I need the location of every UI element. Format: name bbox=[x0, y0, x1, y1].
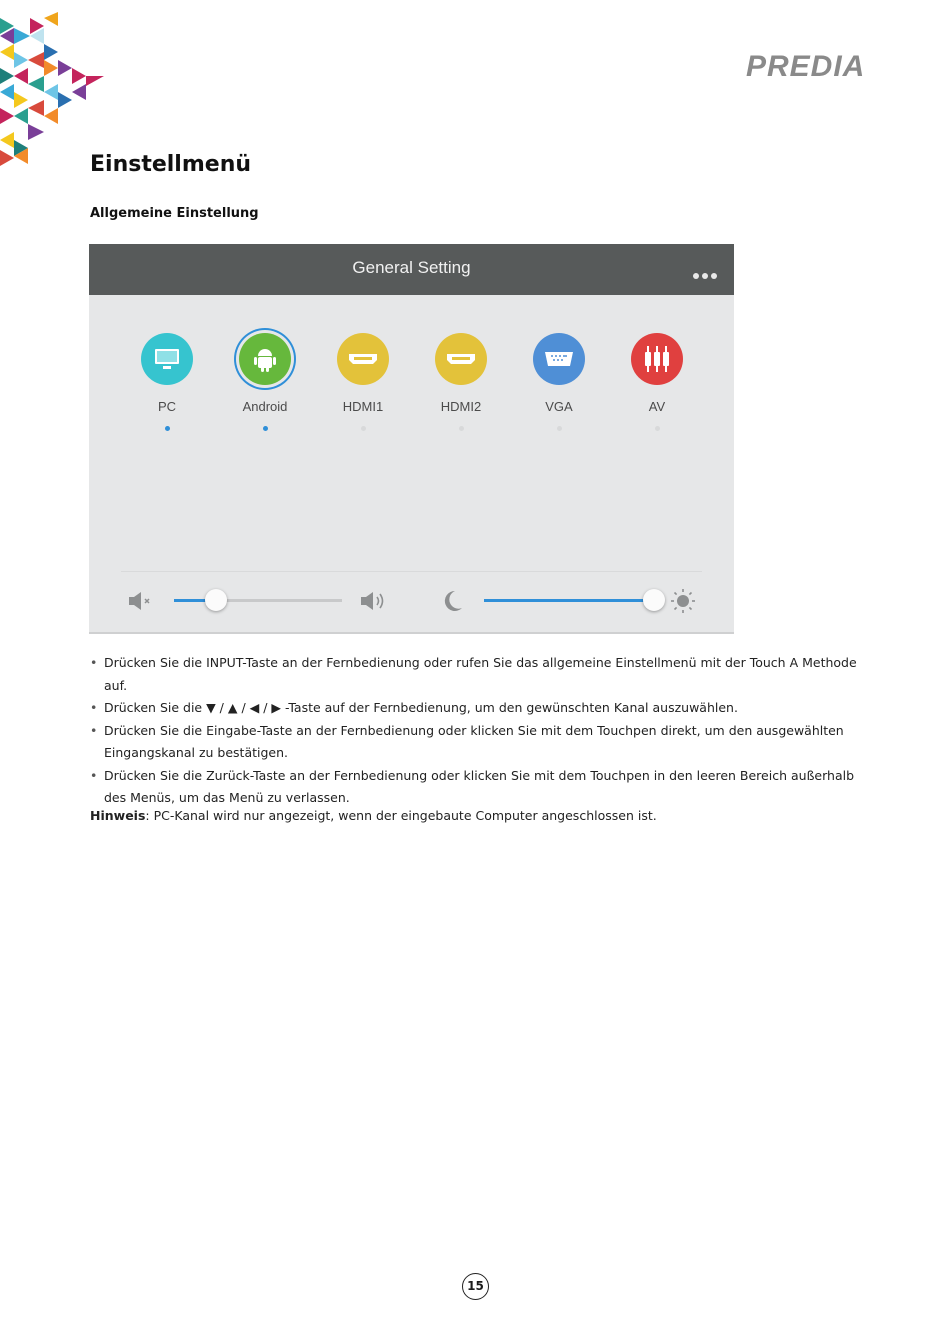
instruction-item: • Drücken Sie die INPUT-Taste an der Fernbedienung oder rufen Sie das allgemeine Einstellmenü mit der Touch A Methode auf. bbox=[90, 652, 880, 697]
av-icon bbox=[631, 333, 683, 385]
brightness-slider[interactable] bbox=[484, 599, 654, 602]
brand-logo: PREDIA bbox=[746, 50, 866, 83]
source-hdmi1[interactable] bbox=[318, 333, 408, 431]
page-title: Einstellmenü bbox=[90, 152, 252, 177]
mute-icon[interactable] bbox=[127, 590, 155, 612]
source-pc[interactable] bbox=[122, 333, 212, 431]
decorative-triangle-pattern bbox=[0, 0, 110, 170]
more-options-icon[interactable] bbox=[693, 264, 721, 274]
page-number: 15 bbox=[462, 1273, 489, 1300]
volume-icon[interactable] bbox=[359, 589, 389, 613]
section-title: Allgemeine Einstellung bbox=[90, 206, 259, 221]
source-av[interactable] bbox=[612, 333, 702, 431]
note-text: : PC-Kanal wird nur angezeigt, wenn der eingebaute Computer angeschlossen ist. bbox=[145, 808, 657, 823]
monitor-icon bbox=[141, 333, 193, 385]
status-dot bbox=[165, 426, 170, 431]
hdmi-icon bbox=[435, 333, 487, 385]
source-hdmi2[interactable] bbox=[416, 333, 506, 431]
brightness-slider-fill bbox=[484, 599, 654, 602]
source-vga[interactable] bbox=[514, 333, 604, 431]
vga-icon bbox=[533, 333, 585, 385]
source-label: VGA bbox=[545, 399, 573, 414]
brightness-slider-thumb[interactable] bbox=[643, 589, 665, 611]
source-label: HDMI2 bbox=[440, 399, 482, 414]
note bbox=[90, 808, 657, 823]
moon-icon[interactable] bbox=[439, 588, 465, 614]
source-label: AV bbox=[648, 399, 666, 414]
source-android[interactable] bbox=[220, 333, 310, 431]
general-setting-screenshot bbox=[89, 244, 734, 634]
status-dot bbox=[263, 426, 268, 431]
instruction-item: • Drücken Sie die Eingabe-Taste an der Fernbedienung oder klicken Sie mit dem Touchpen direkt, um den ausgewählten Eingangskanal zu bestätigen. bbox=[90, 720, 880, 765]
hdmi-icon bbox=[337, 333, 389, 385]
source-label: HDMI1 bbox=[342, 399, 384, 414]
instruction-item: • Drücken Sie die Zurück-Taste an der Fernbedienung oder klicken Sie mit dem Touchpen in den leeren Bereich außerhalb des Menüs, um das Menü zu verlassen. bbox=[90, 765, 880, 810]
status-dot bbox=[361, 426, 366, 431]
instruction-item: • Drücken Sie die ▼ / ▲ / ◀ / ▶ -Taste auf der Fernbedienung, um den gewünschten Kanal auszuwählen. bbox=[90, 697, 880, 720]
android-icon bbox=[239, 333, 291, 385]
note-label: Hinweis bbox=[90, 808, 146, 823]
source-label: Android bbox=[242, 399, 288, 414]
sun-icon[interactable] bbox=[669, 587, 697, 615]
source-label: PC bbox=[157, 399, 177, 414]
screen-header bbox=[89, 244, 734, 295]
instruction-list bbox=[90, 652, 880, 810]
status-dot bbox=[557, 426, 562, 431]
volume-slider-thumb[interactable] bbox=[205, 589, 227, 611]
status-dot bbox=[655, 426, 660, 431]
divider bbox=[121, 571, 702, 572]
screen-title: General Setting bbox=[352, 258, 471, 277]
status-dot bbox=[459, 426, 464, 431]
volume-slider[interactable] bbox=[174, 599, 342, 602]
